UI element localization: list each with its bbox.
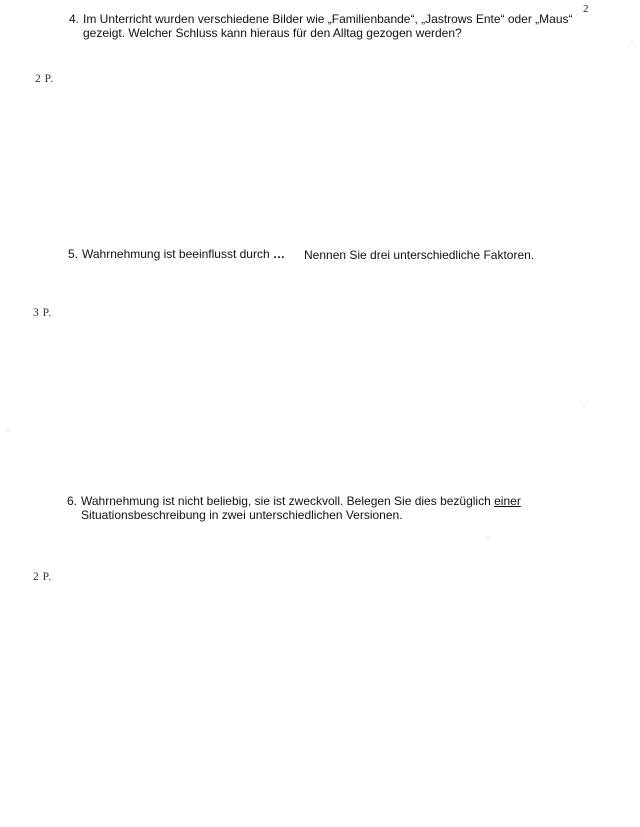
question-4-text-line2: gezeigt. Welcher Schluss kann hieraus für den Alltag gezogen werden? xyxy=(83,26,462,40)
question-4 xyxy=(69,12,573,40)
question-6 xyxy=(67,494,521,522)
page-number: 2 xyxy=(583,3,589,15)
question-4-points: 2 P. xyxy=(35,73,54,85)
question-5-number: 5. xyxy=(68,247,79,261)
question-5-task: Nennen Sie drei unterschiedliche Faktoren. xyxy=(304,248,535,262)
question-6-underlined-word: einer xyxy=(494,494,521,508)
scan-speck xyxy=(7,430,9,431)
question-4-text-line1: Im Unterricht wurden verschiedene Bilder wie „Familienbande“, „Jastrows Ente“ oder „Maus“ xyxy=(83,12,573,26)
scan-speck xyxy=(487,537,489,538)
question-5 xyxy=(68,247,285,261)
question-6-text-line2: Situationsbeschreibung in zwei unterschiedlichen Versionen. xyxy=(81,508,403,522)
question-6-points: 2 P. xyxy=(33,571,52,583)
scan-speck xyxy=(583,405,585,406)
question-5-text-part1: Wahrnehmung ist beeinflusst durch xyxy=(82,247,270,261)
scan-speck xyxy=(631,42,633,43)
question-6-number: 6. xyxy=(67,494,78,508)
question-5-points: 3 P. xyxy=(33,307,52,319)
question-4-number: 4. xyxy=(69,12,80,26)
question-6-text-part1: Wahrnehmung ist nicht beliebig, sie ist zweckvoll. Belegen Sie dies bezüglich xyxy=(81,494,491,508)
question-5-ellipsis: … xyxy=(273,247,285,261)
